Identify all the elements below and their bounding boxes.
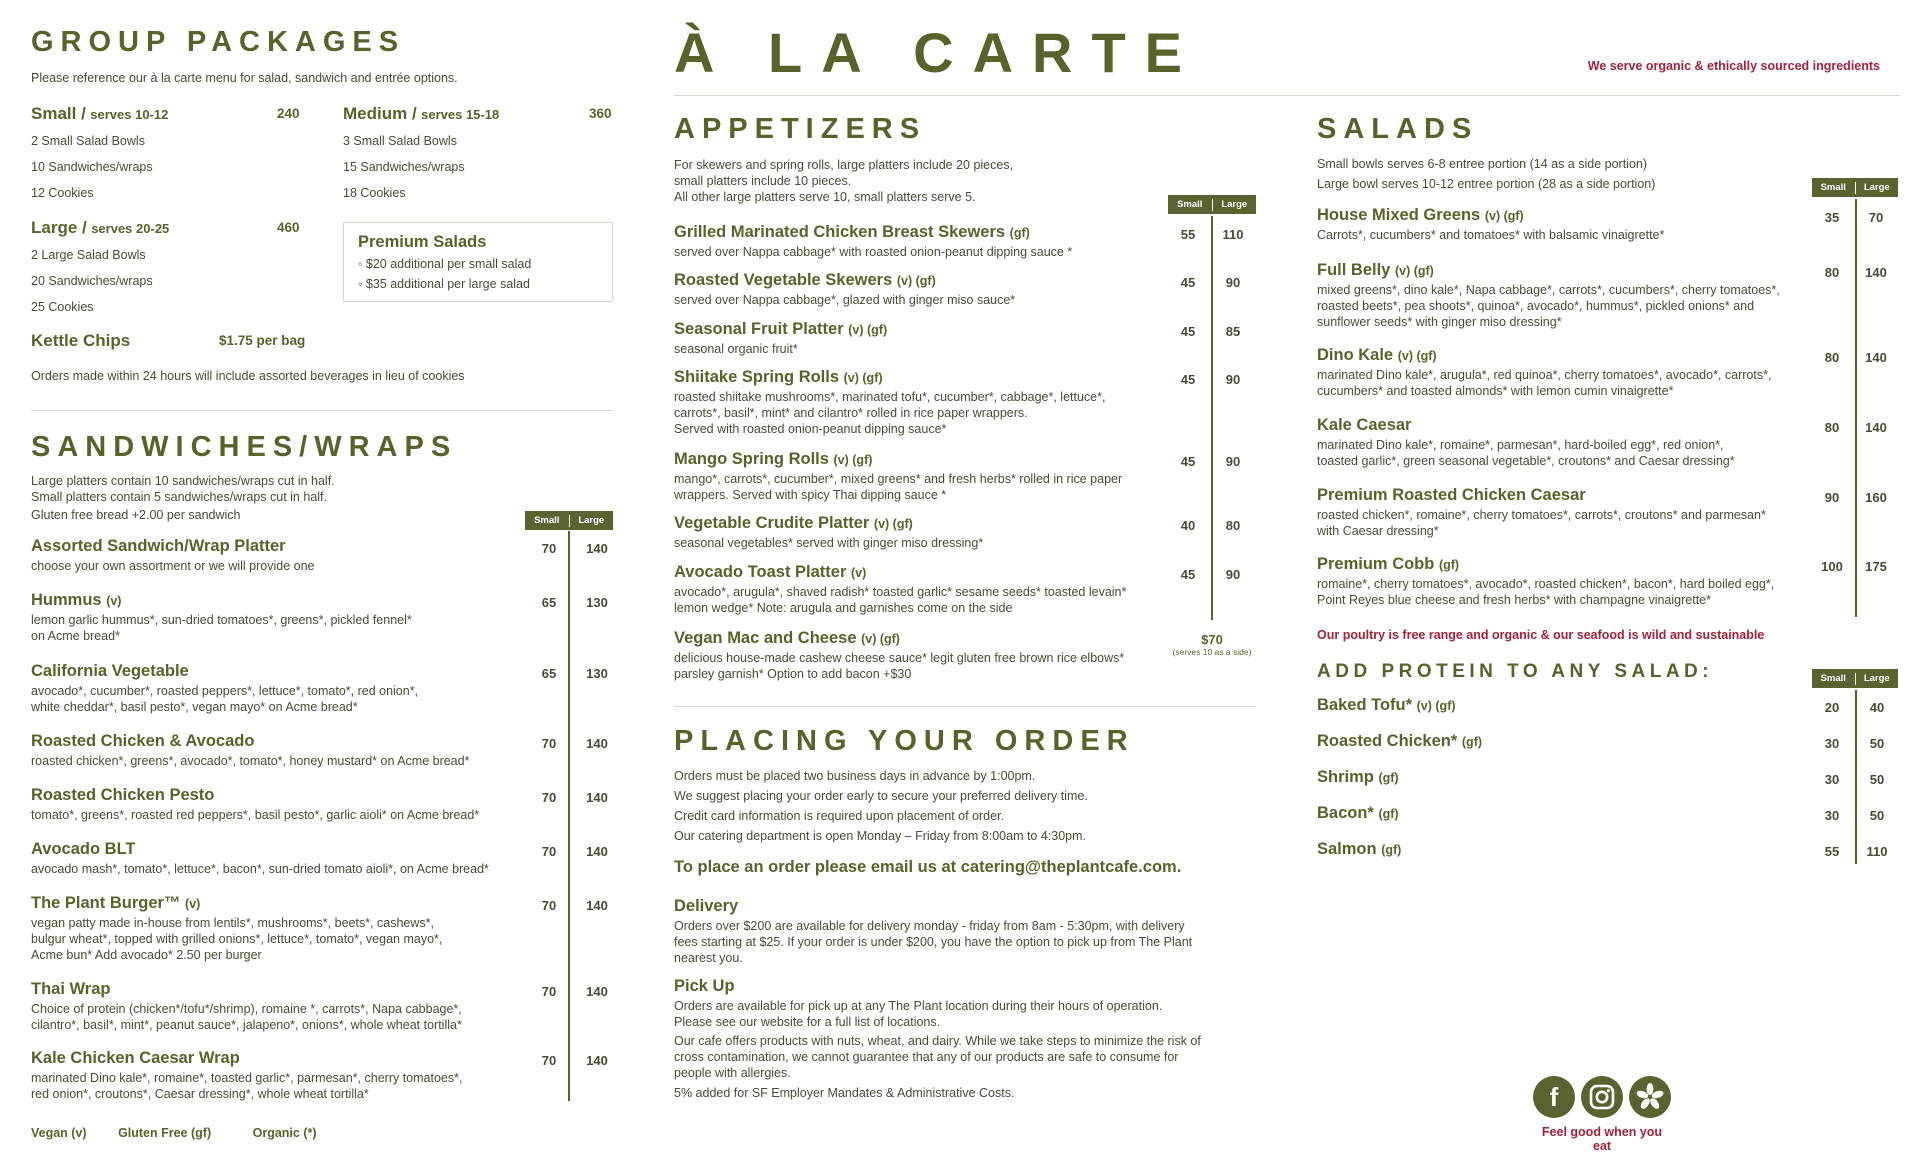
item-tag: (gf) (1009, 226, 1030, 240)
order-email-cta[interactable]: To place an order please email us at catering@theplantcafe.com. (674, 858, 1182, 876)
item-tag: (gf) (1438, 558, 1460, 572)
salads-intro-line: Large bowl serves 10-12 entree portion (28 as a side portion) (1317, 177, 1656, 191)
premium-line: ◦ $20 additional per small salad (358, 257, 532, 271)
item-tag: (gf) (1381, 843, 1402, 857)
item-name: Shiitake Spring Rolls (674, 368, 840, 386)
price-small: 45 (1180, 324, 1196, 339)
item-desc: cucumbers* and toasted almonds* with lemon cumin vinaigrette* (1317, 384, 1674, 398)
package-medium-price: 360 (589, 106, 612, 121)
item-desc: cilantro*, basil*, mint*, peanut sauce*, jalapeno*, onions*, whole wheat tortilla* (31, 1018, 462, 1032)
title-divider (674, 95, 1900, 96)
delivery-title: Delivery (674, 897, 739, 915)
menu-item (674, 223, 1256, 260)
item-tag: (gf) (1461, 735, 1483, 749)
left-column (31, 0, 613, 1166)
price-large: 140 (586, 1053, 608, 1068)
a-la-carte-title: À LA CARTE (674, 21, 1202, 84)
pickup-line: Orders are available for pick up at any The Plant location during their hours of operation. (674, 999, 1163, 1013)
pickup-line: Please see our website for a full list of locations. (674, 1015, 941, 1029)
item-name: California Vegetable (31, 662, 189, 680)
price-large: 90 (1225, 454, 1241, 469)
item-desc: roasted chicken*, romaine*, cherry tomatoes*, carrots*, croutons* and parmesan* (1317, 508, 1766, 522)
sandwiches-intro-line: Gluten free bread +2.00 per sandwich (31, 508, 241, 522)
header-small: Small (1820, 182, 1846, 193)
mac-price-block (1166, 632, 1258, 657)
allergy-text (674, 1033, 1201, 1081)
price-large: 140 (586, 984, 608, 999)
price-small: 70 (541, 736, 557, 751)
sourcing-tagline: We serve organic & ethically sourced ingredients (1587, 59, 1880, 73)
sandwiches-intro-line: Small platters contain 5 sandwiches/wraps cut in half. (31, 490, 327, 504)
item-desc: served over Nappa cabbage* with roasted onion-peanut dipping sauce * (674, 245, 1073, 259)
package-large-price: 460 (277, 220, 300, 235)
svg-text:f: f (1549, 1084, 1559, 1110)
mac-price: $70 (1201, 632, 1223, 647)
price-small: 70 (541, 790, 557, 805)
item-tag: (gf) (1378, 807, 1399, 821)
middle-column (674, 0, 1256, 1166)
menu-item (31, 591, 613, 644)
legend (31, 1126, 317, 1140)
price-small: 100 (1821, 559, 1843, 574)
package-line: 2 Large Salad Bowls (31, 248, 146, 262)
item-desc: lemon wedge* Note: arugula and garnishes come on the side (674, 601, 1013, 615)
sandwiches-title: SANDWICHES/WRAPS (31, 431, 458, 463)
menu-item (31, 1049, 613, 1102)
appetizers-intro-line: small platters include 10 pieces. (674, 174, 852, 188)
appetizers-title: APPETIZERS (674, 113, 927, 145)
item-name: Roasted Chicken* (1317, 732, 1458, 750)
item-desc: delicious house-made cashew cheese sauce* legit gluten free brown rice elbows* (674, 651, 1125, 665)
price-small: 30 (1824, 772, 1840, 787)
item-name: Roasted Vegetable Skewers (674, 271, 893, 289)
price-small: 70 (541, 898, 557, 913)
header-large: Large (1221, 199, 1248, 210)
divider (31, 410, 613, 411)
item-tag: (v) (gf) (848, 323, 888, 337)
item-name: The Plant Burger™ (31, 894, 181, 912)
item-name: Full Belly (1317, 261, 1391, 279)
item-desc: marinated Dino kale*, romaine*, parmesan*, hard-boiled egg*, red onion*, (1317, 438, 1724, 452)
menu-item (1317, 696, 1900, 715)
package-line: 18 Cookies (343, 186, 406, 200)
price-small: 80 (1824, 420, 1840, 435)
item-tag: (v) (gf) (873, 517, 913, 531)
package-large (31, 218, 301, 320)
allergy-line: people with allergies. (674, 1066, 791, 1080)
premium-salads-box (343, 222, 613, 302)
item-tag: (v) (gf) (896, 274, 936, 288)
price-small: 30 (1824, 808, 1840, 823)
menu-item (1317, 261, 1900, 330)
item-desc: sunflower seeds* with ginger miso dressing* (1317, 315, 1562, 329)
item-desc: mixed greens*, dino kale*, Napa cabbage*, carrots*, cucumbers*, cherry tomatoes*, (1317, 283, 1780, 297)
group-intro: Please reference our à la carte menu for salad, sandwich and entrée options. (31, 71, 458, 85)
item-desc: Acme bun* Add avocado* 2.50 per burger (31, 948, 262, 962)
item-tag: (gf) (1378, 771, 1399, 785)
package-medium-name: Medium / (343, 104, 417, 123)
price-large: 50 (1869, 772, 1885, 787)
menu-item (1317, 346, 1900, 399)
menu-item (1317, 206, 1900, 243)
item-tag: (v) (gf) (1397, 349, 1437, 363)
item-name: Kale Chicken Caesar Wrap (31, 1049, 240, 1067)
order-rule: Orders must be placed two business days in advance by 1:00pm. (674, 769, 1036, 783)
menu-item (31, 537, 613, 574)
price-large: 140 (586, 898, 608, 913)
item-desc: wrappers. Served with spicy Thai dipping sauce * (674, 488, 947, 502)
item-name: Vegan Mac and Cheese (674, 629, 857, 647)
package-small-price: 240 (277, 106, 300, 121)
menu-item (1317, 732, 1900, 751)
item-name: Shrimp (1317, 768, 1374, 786)
item-desc: Choice of protein (chicken*/tofu*/shrimp), romaine *, carrots*, Napa cabbage*, (31, 1002, 462, 1016)
delivery-line: fees starting at $25. If your order is under $200, you have the option to pick up from The Plant (674, 935, 1193, 949)
item-desc: served over Nappa cabbage*, glazed with ginger miso sauce* (674, 293, 1016, 307)
price-small: 30 (1824, 736, 1840, 751)
instagram-icon[interactable] (1581, 1076, 1623, 1118)
item-name: Thai Wrap (31, 980, 111, 998)
item-desc: romaine*, cherry tomatoes*, avocado*, roasted chicken*, bacon*, hard boiled egg*, (1317, 577, 1775, 591)
delivery-line: nearest you. (674, 951, 743, 965)
salads-size-header (1812, 178, 1898, 197)
menu-item (31, 786, 613, 823)
premium-salads-title: Premium Salads (358, 233, 487, 251)
price-large: 80 (1225, 518, 1241, 533)
price-small: 55 (1180, 227, 1196, 242)
item-name: Bacon* (1317, 804, 1374, 822)
salads-intro (1317, 156, 1655, 192)
item-name: Seasonal Fruit Platter (674, 320, 844, 338)
delivery-line: Orders over $200 are available for delivery monday - friday from 8am - 5:30pm, with delivery (674, 919, 1185, 933)
price-large: 50 (1869, 808, 1885, 823)
delivery-text (674, 918, 1192, 966)
mac-price-note: (serves 10 as a side) (1172, 647, 1252, 657)
menu-item (674, 450, 1256, 503)
header-small: Small (1177, 199, 1203, 210)
premium-line: ◦ $35 additional per large salad (358, 277, 530, 291)
package-line: 2 Small Salad Bowls (31, 134, 145, 148)
price-small: 65 (541, 595, 557, 610)
appetizers-intro-line: For skewers and spring rolls, large platters include 20 pieces, (674, 158, 1014, 172)
salads-title: SALADS (1317, 113, 1479, 145)
item-desc: bulgur wheat*, topped with grilled onions*, lettuce*, tomato*, vegan mayo*, (31, 932, 443, 946)
menu-item (1317, 804, 1900, 823)
item-tag: (v) (106, 594, 122, 608)
allergy-line: Our cafe offers products with nuts, wheat, and dairy. While we take steps to minimize the risk of (674, 1034, 1201, 1048)
poultry-note: Our poultry is free range and organic & our seafood is wild and sustainable (1317, 628, 1765, 642)
allergy-line: cross contamination, we cannot guarantee that any of our products are safe to consume for (674, 1050, 1179, 1064)
price-large: 140 (586, 736, 608, 751)
kettle-chips-price: $1.75 per bag (219, 333, 306, 348)
price-large: 90 (1225, 275, 1241, 290)
item-desc: choose your own assortment or we will provide one (31, 559, 315, 573)
footer-slogan: Feel good when you eat (1541, 1125, 1663, 1153)
price-large: 140 (586, 844, 608, 859)
item-name: Premium Roasted Chicken Caesar (1317, 486, 1586, 504)
menu-item (674, 271, 1256, 308)
package-small-serves: serves 10-12 (90, 107, 169, 122)
item-desc: on Acme bread* (31, 629, 120, 643)
price-large: 110 (1866, 844, 1888, 859)
item-desc: with Caesar dressing* (1317, 524, 1439, 538)
menu-item-vegan-mac (674, 629, 1256, 682)
package-line: 20 Sandwiches/wraps (31, 274, 153, 288)
item-desc: seasonal organic fruit* (674, 342, 798, 356)
header-large: Large (578, 515, 605, 526)
price-small: 45 (1180, 567, 1196, 582)
package-small (31, 104, 301, 206)
menu-item (1317, 416, 1900, 469)
item-name: Avocado BLT (31, 840, 136, 858)
item-name: Roasted Chicken Pesto (31, 786, 215, 804)
item-name: Mango Spring Rolls (674, 450, 829, 468)
item-tag: (v) (gf) (833, 453, 873, 467)
order-rule: Credit card information is required upon placement of order. (674, 809, 1005, 823)
item-name: Vegetable Crudite Platter (674, 514, 870, 532)
item-desc: marinated Dino kale*, romaine*, toasted garlic*, parmesan*, cherry tomatoes*, (31, 1071, 463, 1085)
item-desc: Served with roasted onion-peanut dipping sauce* (674, 422, 947, 436)
package-line: 12 Cookies (31, 186, 94, 200)
price-small: 55 (1824, 844, 1840, 859)
item-desc: white cheddar*, basil pesto*, vegan mayo* on Acme bread* (31, 700, 358, 714)
legend-vegan: Vegan (v) (31, 1126, 87, 1140)
menu-item (31, 732, 613, 769)
menu-item (674, 368, 1256, 437)
order-rule: Our catering department is open Monday – Friday from 8:00am to 4:30pm. (674, 829, 1087, 843)
package-large-serves: serves 20-25 (91, 221, 170, 236)
item-desc: tomato*, greens*, roasted red peppers*, basil pesto*, garlic aioli* on Acme bread* (31, 808, 480, 822)
price-large: 160 (1865, 490, 1887, 505)
package-medium-serves: serves 15-18 (421, 107, 500, 122)
menu-item (674, 320, 1256, 357)
menu-item (31, 662, 613, 715)
right-column (1317, 0, 1900, 1166)
price-small: 40 (1180, 518, 1196, 533)
appetizers-intro-line: All other large platters serve 10, small platters serve 5. (674, 190, 976, 204)
item-tag: (v) (gf) (1416, 699, 1456, 713)
item-name: Salmon (1317, 840, 1377, 858)
price-small: 70 (541, 844, 557, 859)
item-desc: marinated Dino kale*, arugula*, red quinoa*, cherry tomatoes*, avocado*, carrots*, (1317, 368, 1772, 382)
price-large: 40 (1869, 700, 1885, 715)
appetizers-intro (674, 157, 1013, 205)
item-desc: roasted beets*, pea shoots*, quinoa*, avocado*, hummus*, pickled onions* and (1317, 299, 1755, 313)
price-small: 45 (1180, 372, 1196, 387)
price-large: 130 (586, 666, 608, 681)
price-small: 70 (541, 541, 557, 556)
item-name: House Mixed Greens (1317, 206, 1481, 224)
package-line: 15 Sandwiches/wraps (343, 160, 465, 174)
protein-size-header (1812, 669, 1898, 688)
price-large: 140 (586, 790, 608, 805)
menu-item (1317, 768, 1900, 787)
item-name: Kale Caesar (1317, 416, 1412, 434)
item-desc: carrots*, basil*, mint* and cilantro* rolled in rice paper wrappers. (674, 406, 1028, 420)
price-large: 140 (1865, 350, 1887, 365)
package-medium (343, 104, 613, 206)
price-small: 90 (1824, 490, 1840, 505)
item-name: Avocado Toast Platter (674, 563, 847, 581)
item-name: Premium Cobb (1317, 555, 1435, 573)
package-large-name: Large / (31, 218, 87, 237)
item-tag: (v) (185, 897, 201, 911)
item-name: Hummus (31, 591, 102, 609)
menu-item (1317, 486, 1900, 539)
item-desc: roasted chicken*, greens*, avocado*, tomato*, honey mustard* on Acme bread* (31, 754, 470, 768)
item-tag: (v) (gf) (843, 371, 883, 385)
group-packages-title: GROUP PACKAGES (31, 26, 406, 58)
group-note: Orders made within 24 hours will include assorted beverages in lieu of cookies (31, 369, 465, 383)
price-large: 70 (1868, 210, 1884, 225)
fee-note: 5% added for SF Employer Mandates & Administrative Costs. (674, 1086, 1015, 1100)
price-large: 50 (1869, 736, 1885, 751)
item-desc: parsley garnish* Option to add bacon +$30 (674, 667, 912, 681)
header-large: Large (1863, 673, 1890, 684)
pickup-text (674, 998, 1162, 1030)
placing-order-title: PLACING YOUR ORDER (674, 725, 1135, 757)
menu-item (674, 514, 1256, 551)
legend-organic: Organic (*) (252, 1126, 317, 1140)
item-desc: Carrots*, cucumbers* and tomatoes* with balsamic vinaigrette* (1317, 228, 1665, 242)
item-desc: mango*, carrots*, cucumber*, mixed greens* and fresh herbs* rolled in rice paper (674, 472, 1123, 486)
item-tag: (v) (850, 566, 867, 580)
item-desc: avocado mash*, tomato*, lettuce*, bacon*, sun-dried tomato aioli*, on Acme bread* (31, 862, 489, 876)
price-small: 70 (541, 1053, 557, 1068)
header-small: Small (534, 515, 560, 526)
item-tag: (v) (gf) (1484, 209, 1524, 223)
menu-item (31, 980, 613, 1033)
item-desc: roasted shiitake mushrooms*, marinated tofu*, cucumber*, cabbage*, lettuce*, (674, 390, 1106, 404)
protein-title: ADD PROTEIN TO ANY SALAD: (1317, 661, 1714, 682)
price-small: 45 (1180, 454, 1196, 469)
facebook-icon[interactable] (1533, 1076, 1575, 1118)
order-rule: We suggest placing your order early to secure your preferred delivery time. (674, 789, 1088, 803)
item-desc: toasted garlic*, green seasonal vegetable*, croutons* and Caesar dressing* (1317, 454, 1735, 468)
item-desc: avocado*, arugula*, shaved radish* toasted garlic* sesame seeds* toasted levain* (674, 585, 1127, 599)
sandwiches-intro-line: Large platters contain 10 sandwiches/wraps cut in half. (31, 474, 335, 488)
price-large: 140 (586, 541, 608, 556)
divider (674, 706, 1256, 707)
salads-intro-line: Small bowls serves 6-8 entree portion (14 as a side portion) (1317, 157, 1648, 171)
menu-item (31, 894, 613, 963)
item-tag: (v) (gf) (1394, 264, 1434, 278)
price-small: 20 (1824, 700, 1840, 715)
package-line: 3 Small Salad Bowls (343, 134, 457, 148)
package-line: 10 Sandwiches/wraps (31, 160, 153, 174)
item-desc: Point Reyes blue cheese and fresh herbs* with champagne vinaigrette* (1317, 593, 1711, 607)
kettle-chips-name: Kettle Chips (31, 331, 131, 350)
price-large: 85 (1225, 324, 1241, 339)
price-large: 130 (586, 595, 608, 610)
header-large: Large (1863, 182, 1890, 193)
price-large: 110 (1222, 227, 1244, 242)
order-rules (674, 768, 1088, 848)
item-desc: avocado*, cucumber*, roasted peppers*, lettuce*, tomato*, red onion*, (31, 684, 419, 698)
item-tag: (v) (gf) (861, 632, 900, 646)
menu-item (1317, 555, 1900, 608)
appetizers-size-header (1168, 195, 1256, 214)
price-large: 175 (1865, 559, 1887, 574)
legend-gluten-free: Gluten Free (gf) (118, 1126, 212, 1140)
menu-item (1317, 840, 1900, 859)
item-desc: vegan patty made in-house from lentils*, mushrooms*, beets*, cashews*, (31, 916, 434, 930)
item-name: Grilled Marinated Chicken Breast Skewers (674, 223, 1006, 241)
item-name: Assorted Sandwich/Wrap Platter (31, 537, 286, 555)
header-small: Small (1820, 673, 1846, 684)
sandwiches-intro (31, 473, 335, 523)
sandwiches-size-header (525, 511, 613, 530)
price-small: 65 (541, 666, 557, 681)
item-name: Roasted Chicken & Avocado (31, 732, 255, 750)
package-line: 25 Cookies (31, 300, 94, 314)
price-large: 90 (1225, 567, 1241, 582)
menu-item (674, 563, 1256, 616)
pickup-title: Pick Up (674, 977, 735, 995)
price-large: 140 (1865, 265, 1887, 280)
price-small: 80 (1824, 265, 1840, 280)
item-name: Baked Tofu* (1317, 696, 1413, 714)
package-small-name: Small / (31, 104, 86, 123)
item-name: Dino Kale (1317, 346, 1394, 364)
price-large: 140 (1865, 420, 1887, 435)
item-desc: red onion*, croutons*, Caesar dressing*, whole wheat tortilla* (31, 1087, 369, 1101)
price-small: 80 (1824, 350, 1840, 365)
item-desc: lemon garlic hummus*, sun-dried tomatoes*, greens*, pickled fennel* (31, 613, 412, 627)
price-small: 35 (1824, 210, 1840, 225)
item-desc: seasonal vegetables* served with ginger miso dressing* (674, 536, 984, 550)
price-large: 90 (1225, 372, 1241, 387)
price-small: 45 (1180, 275, 1196, 290)
price-small: 70 (541, 984, 557, 999)
yelp-icon[interactable] (1629, 1076, 1671, 1118)
menu-item (31, 840, 613, 877)
